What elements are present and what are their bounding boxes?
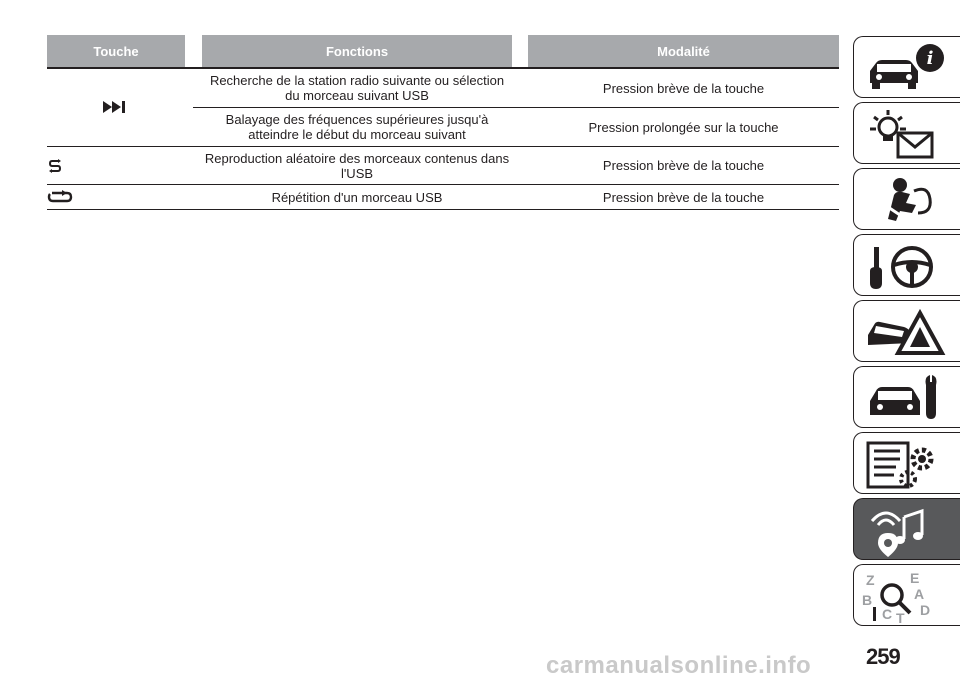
index-letter: C xyxy=(882,606,893,622)
key-steering-wheel-icon xyxy=(860,239,954,293)
key-cell xyxy=(47,185,185,209)
repeat-icon xyxy=(47,190,73,204)
table-bottom-rule xyxy=(47,209,839,210)
watermark: carmanualsonline.info xyxy=(546,652,812,679)
tab-emergency[interactable] xyxy=(853,300,960,362)
alphabetical-index-icon xyxy=(860,569,954,623)
svg-text:i: i xyxy=(926,48,934,69)
table-row xyxy=(47,185,839,209)
shuffle-icon xyxy=(49,159,61,173)
index-letter: Z xyxy=(866,572,875,588)
tab-index[interactable] xyxy=(853,564,960,626)
tab-maintenance[interactable] xyxy=(853,366,960,428)
table-header xyxy=(47,35,839,67)
tab-technical-data[interactable] xyxy=(853,432,960,494)
mode-cell: Pression brève de la touche xyxy=(602,158,765,173)
index-letter: D xyxy=(920,602,931,618)
car-breakdown-warning-icon xyxy=(860,305,954,359)
car-info-icon xyxy=(860,41,954,95)
mode-cell: Pression prolongée sur la touche xyxy=(588,119,779,135)
car-maintenance-wrench-icon xyxy=(860,371,954,425)
header-modalite: Modalité xyxy=(528,35,839,67)
table-row xyxy=(47,108,839,146)
header-touche: Touche xyxy=(47,35,185,67)
table-row xyxy=(47,147,839,184)
function-cell: Répétition d'un morceau USB xyxy=(271,189,443,205)
index-letter: T xyxy=(896,610,905,623)
index-letter: E xyxy=(910,570,920,586)
tab-multimedia[interactable] xyxy=(853,498,960,560)
functions-table xyxy=(47,35,839,205)
page-number: 259 xyxy=(866,644,900,669)
function-cell: Balayage des fréquences supérieures jusqu'à atteindre le début du morceau suivant xyxy=(225,112,489,142)
tab-starting-driving[interactable] xyxy=(853,234,960,296)
multimedia-music-icon xyxy=(860,503,954,557)
function-cell: Recherche de la station radio suivante ou sélection du morceau suivant USB xyxy=(209,73,505,103)
specifications-gears-icon xyxy=(860,437,954,491)
index-letter: A xyxy=(914,586,925,602)
seat-airbag-safety-icon xyxy=(860,173,954,227)
function-cell: Reproduction aléatoire des morceaux contenus dans l'USB xyxy=(204,150,510,181)
tab-car-info[interactable] xyxy=(853,36,960,98)
key-cell xyxy=(47,147,187,184)
mode-cell: Pression brève de la touche xyxy=(602,189,765,205)
header-fonctions: Fonctions xyxy=(202,35,512,67)
tab-safety[interactable] xyxy=(853,168,960,230)
index-letter: B xyxy=(862,592,873,608)
tab-warning-lights[interactable] xyxy=(853,102,960,164)
mode-cell: Pression brève de la touche xyxy=(602,80,765,96)
warning-lights-envelope-icon xyxy=(860,107,954,161)
